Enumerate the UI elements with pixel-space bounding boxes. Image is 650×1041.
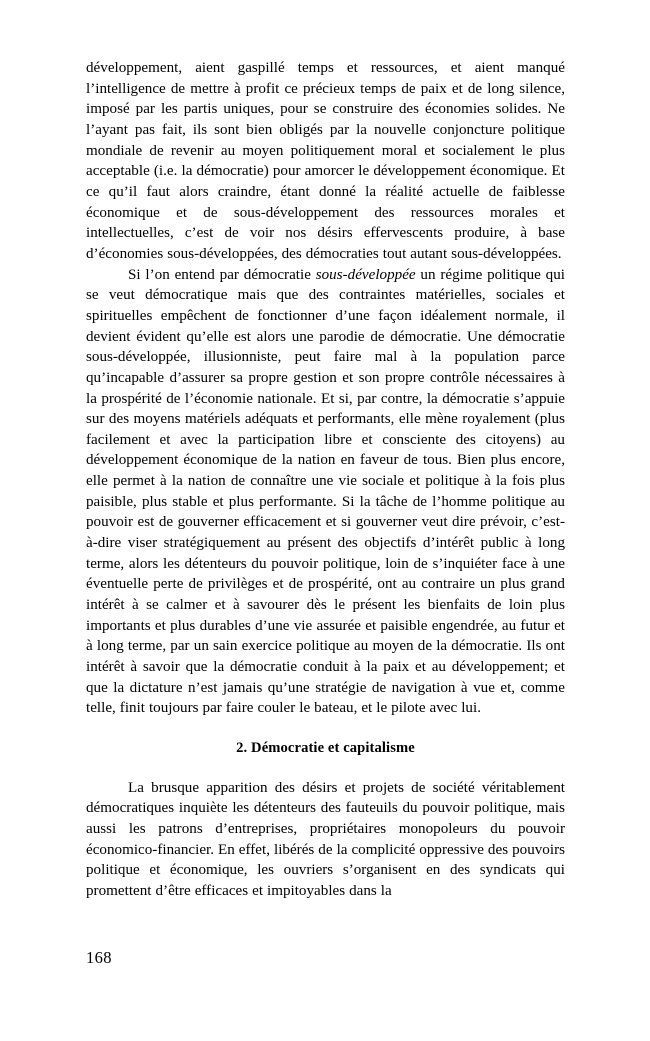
paragraph-sous-developpee [86, 265, 565, 719]
section-heading-democratie-et-capitalisme: 2. Démocratie et capitalisme [236, 740, 415, 756]
page-number-folio: 168 [86, 948, 112, 967]
paragraph-2-part-2: un régime politique qui se veut démocratique mais que des contraintes matérielles, sociales et spirituelles empêchent de fonctionner d’une façon idéalement normale, il devient évident qu’elle est alors une parodie de démocratie. Une démocratie sous-développée, illusionniste, peut faire mal à la population parce qu’incapable d’assurer sa propre gestion et son propre contrôle nécessaires à la prospérité de l’économie nationale. Et si, par contre, la démocratie s’appuie sur des moyens matériels adéquats et performants, elle mène royalement (plus facilement et avec la participation libre et consciente des citoyens) au développement économique de la nation en faveur de tous. Bien plus encore, elle permet à la nation de connaître une vie sociale et politique à la fois plus paisible, plus stable et plus performante. Si la tâche de l’homme politique au pouvoir est de gouverner efficacement et si gouverner veut dire prévoir, c’est-à-dire viser stratégiquement au présent des objectifs d’intérêt public à long terme, alors les détenteurs du pouvoir politique, loin de s’inquiéter face à une éventuelle perte de privilèges et de prospérité, ont au contraire un plus grand intérêt à se calmer et à savourer dès le présent les bienfaits de loin plus importants et plus durables d’une vie assurée et paisible engendrée, au futur et à long terme, par un sain exercice politique au moyen de la démocratie. Ils ont intérêt à savoir que la démocratie conduit à la paix et au développement; et que la dictature n’est jamais qu’une stratégie de navigation à vue et, comme telle, finit toujours par faire couler le bateau, et le pilote avec lui. [86, 266, 565, 717]
italic-term-sous-developpee: sous-développée [315, 266, 416, 283]
paragraph-brusque-apparition: La brusque apparition des désirs et projets de société véritablement démocratiques inquiète les détenteurs des fauteuils du pouvoir politique, mais aussi les patrons d’entreprises, propriétaires monopoleurs du pouvoir économico-financier. En effet, libérés de la complicité oppressive des pouvoirs politique et économique, les ouvriers s’organisent en des syndicats qui promettent d’être efficaces et impitoyables dans la [86, 779, 565, 899]
paragraph-2-part-1: Si l’on entend par démocratie [128, 266, 316, 283]
page-text-block [86, 58, 565, 902]
paragraph-continuation: développement, aient gaspillé temps et ressources, et aient manqué l’intelligence de mettre à profit ce précieux temps de paix et de long silence, imposé par les partis uniques, pour se construire des économies solides. Ne l’ayant pas fait, ils sont bien obligés par la nouvelle conjoncture politique mondiale de revenir au moyen politiquement moral et socialement le plus acceptable (i.e. la démocratie) pour amorcer le développement économique. Et ce qu’il faut alors craindre, étant donné la réalité actuelle de faiblesse économique et de sous-développement des ressources morales et intellectuelles, c’est de voir nos désirs effervescents produire, à base d’économies sous-développées, des démocraties tout autant sous-développées. [86, 60, 565, 262]
